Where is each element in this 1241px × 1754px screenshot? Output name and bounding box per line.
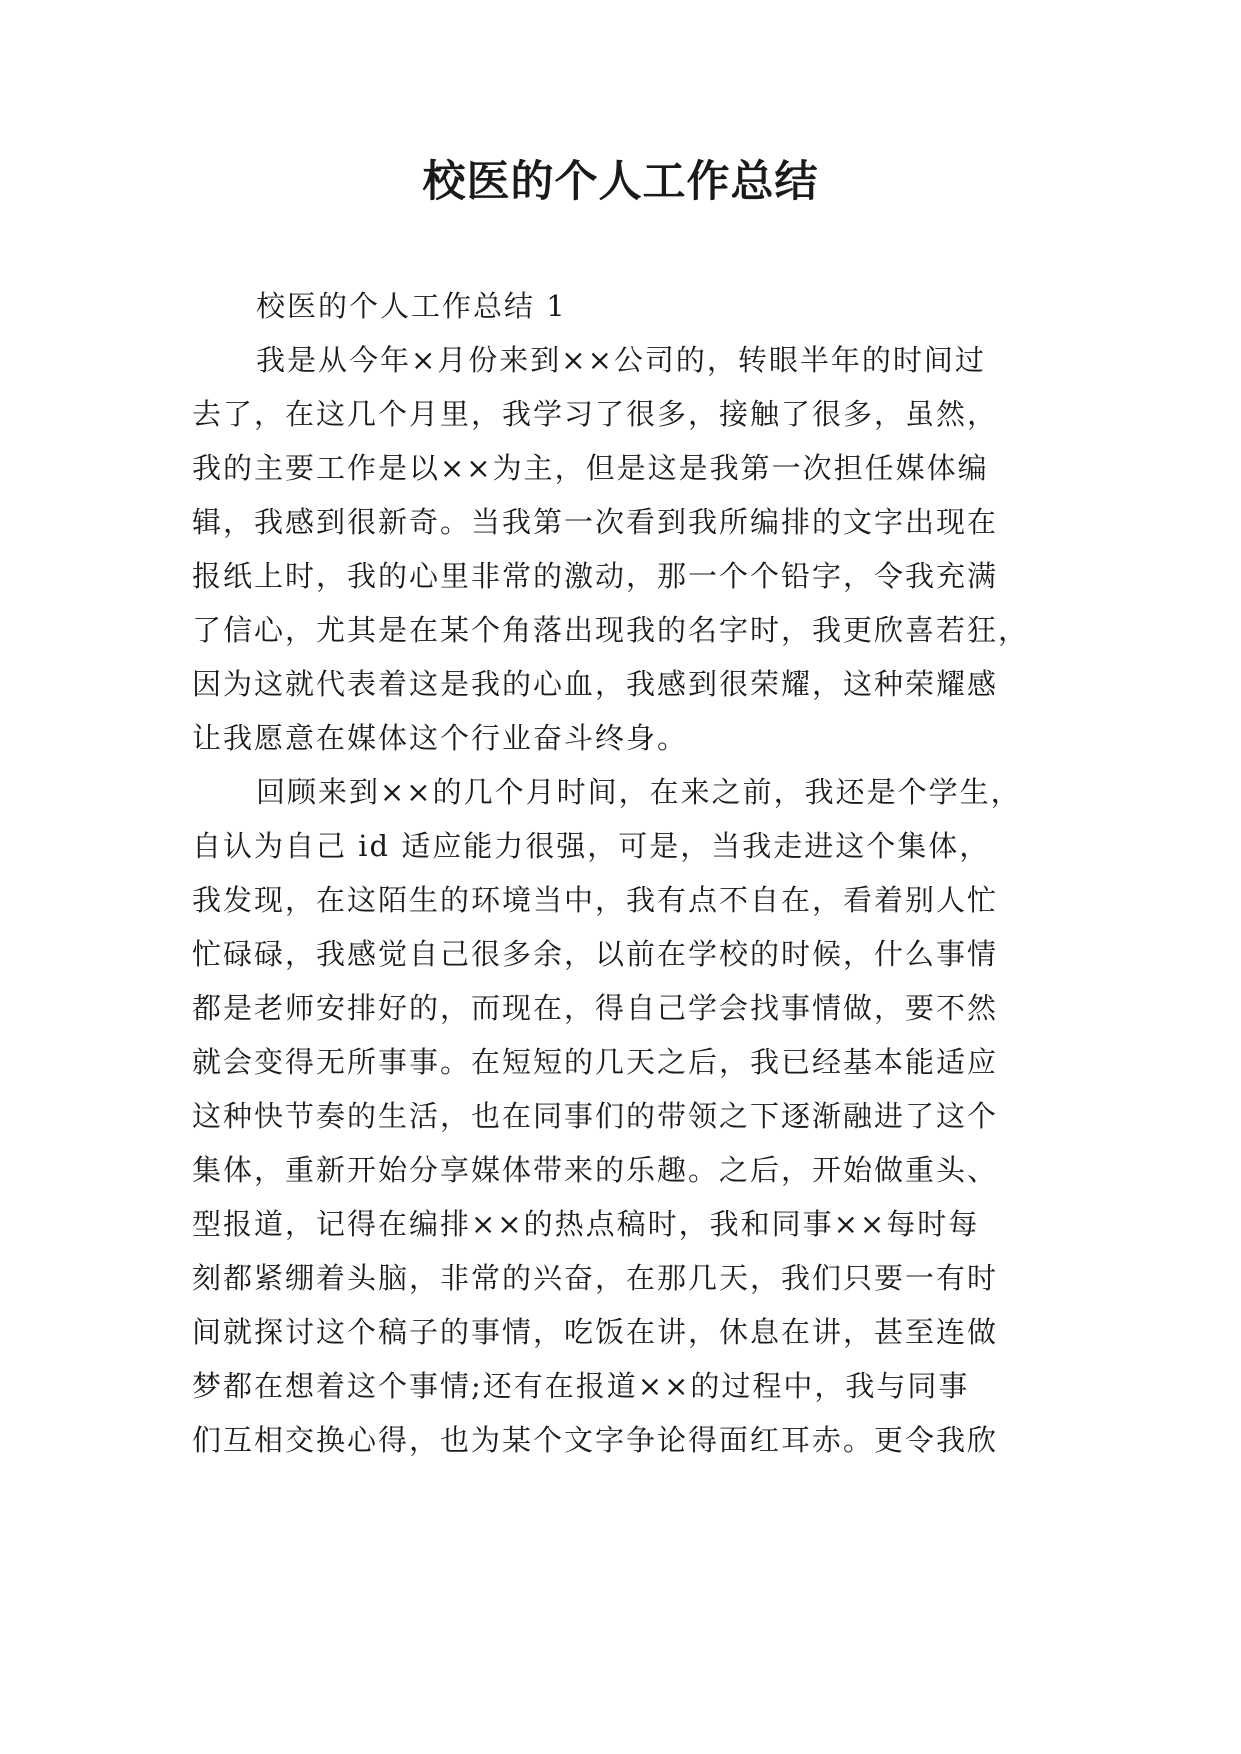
text-line: 梦都在想着这个事情;还有在报道××的过程中，我与同事 xyxy=(192,1369,970,1403)
text-line: 这种快节奏的生活，也在同事们的带领之下逐渐融进了这个 xyxy=(192,1099,999,1133)
text-line: 都是老师安排好的，而现在，得自己学会找事情做，要不然 xyxy=(192,991,999,1025)
text-line: 辑，我感到很新奇。当我第一次看到我所编排的文字出现在 xyxy=(192,505,999,539)
text-line: 忙碌碌，我感觉自己很多余，以前在学校的时候，什么事情 xyxy=(192,937,999,971)
text-line: 们互相交换心得，也为某个文字争论得面红耳赤。更令我欣 xyxy=(192,1423,999,1457)
text-line: 刻都紧绷着头脑，非常的兴奋，在那几天，我们只要一有时 xyxy=(192,1261,999,1295)
text-line: 了信心，尤其是在某个角落出现我的名字时，我更欣喜若狂， xyxy=(192,613,1030,647)
text-line: 让我愿意在媒体这个行业奋斗终身。 xyxy=(192,721,689,755)
page-title: 校医的个人工作总结 xyxy=(422,157,819,207)
text-line: 型报道，记得在编排××的热点稿时，我和同事××每时每 xyxy=(192,1207,980,1241)
text-line: 自认为自己 id 适应能力很强，可是，当我走进这个集体， xyxy=(192,829,991,863)
text-line: 间就探讨这个稿子的事情，吃饭在讲，休息在讲，甚至连做 xyxy=(192,1315,999,1349)
text-line: 因为这就代表着这是我的心血，我感到很荣耀，这种荣耀感 xyxy=(192,667,999,701)
text-line: 我发现，在这陌生的环境当中，我有点不自在，看着别人忙 xyxy=(192,883,999,917)
section-heading: 校医的个人工作总结 1 xyxy=(256,289,567,323)
text-line: 报纸上时，我的心里非常的激动，那一个个铅字，令我充满 xyxy=(192,559,999,593)
text-line: 我的主要工作是以××为主，但是这是我第一次担任媒体编 xyxy=(192,451,989,485)
text-line: 回顾来到××的几个月时间，在来之前，我还是个学生， xyxy=(256,775,1022,809)
text-line: 我是从今年×月份来到××公司的，转眼半年的时间过 xyxy=(256,343,986,377)
text-line: 就会变得无所事事。在短短的几天之后，我已经基本能适应 xyxy=(192,1045,999,1079)
text-line: 去了，在这几个月里，我学习了很多，接触了很多，虽然， xyxy=(192,397,999,431)
text-line: 集体，重新开始分享媒体带来的乐趣。之后，开始做重头、 xyxy=(192,1153,999,1187)
